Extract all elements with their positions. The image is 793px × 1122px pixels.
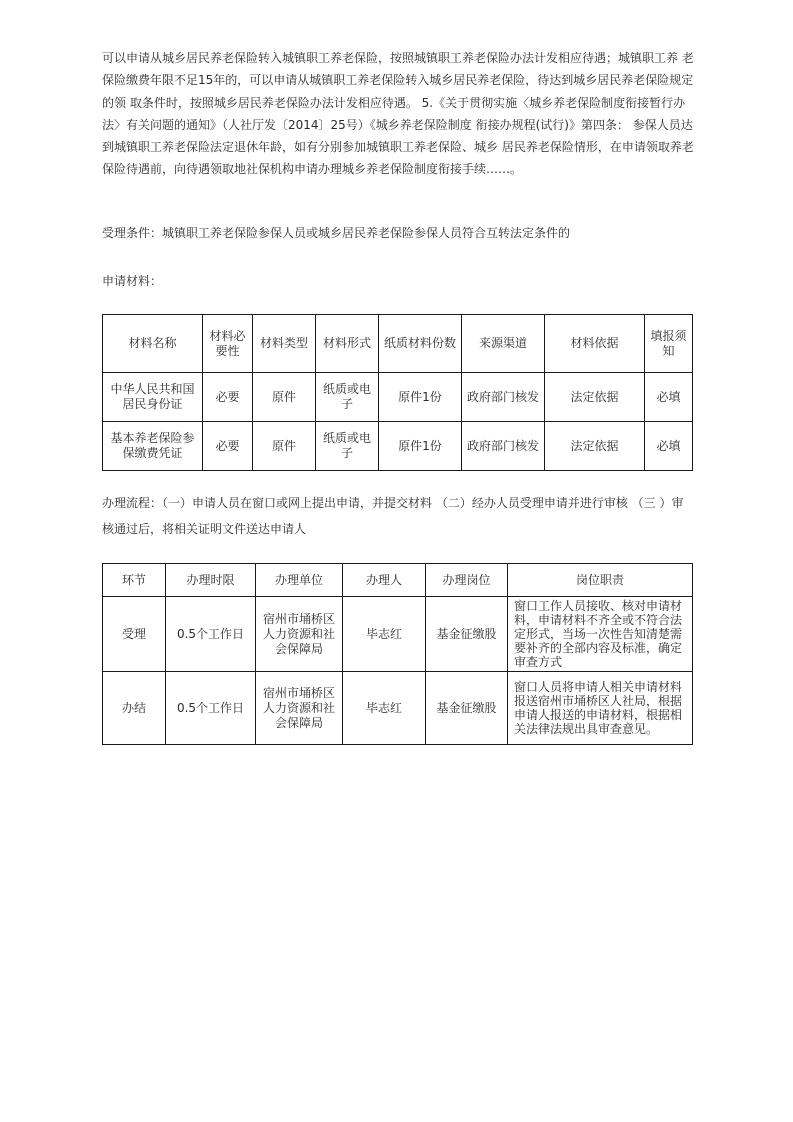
process-duty: 窗口人员将申请人相关申请材料报送宿州市埇桥区人社局，根据申请人报送的申请材料，根据相关法律法规出具审查意见。 <box>508 672 693 745</box>
material-necessity: 必要 <box>203 422 253 471</box>
materials-header-cell: 材料依据 <box>545 315 645 373</box>
material-source: 政府部门核发 <box>462 373 545 422</box>
materials-header-cell: 材料形式 <box>316 315 379 373</box>
table-row <box>103 672 693 745</box>
process-duty: 窗口工作人员接收、核对申请材料，申请材料不齐全或不符合法定形式，当场一次性告知清楚需要补齐的全部内容及标准，确定审查方式 <box>508 597 693 672</box>
acceptance-condition: 受理条件：城镇职工养老保险参保人员或城乡居民养老保险参保人员符合互转法定条件的 <box>102 226 571 240</box>
process-header-row <box>103 564 693 597</box>
materials-label: 申请材料： <box>102 274 163 288</box>
process-post: 基金征缴股 <box>426 597 508 672</box>
process-description: 办理流程：（一）申请人员在窗口或网上提出申请，并提交材料 （二）经办人员受理申请并进行审核 （三 ）审核通过后，将相关证明文件送达申请人 <box>102 496 684 536</box>
process-step: 受理 <box>103 597 166 672</box>
process-handler: 毕志红 <box>343 597 426 672</box>
material-basis: 法定依据 <box>545 422 645 471</box>
process-header-cell: 办理人 <box>343 564 426 597</box>
material-name: 中华人民共和国居民身份证 <box>103 373 203 422</box>
process-time-limit: 0.5个工作日 <box>166 597 256 672</box>
process-header-cell: 岗位职责 <box>508 564 693 597</box>
process-header-cell: 办理时限 <box>166 564 256 597</box>
table-row <box>103 422 693 471</box>
materials-header-cell: 来源渠道 <box>462 315 545 373</box>
material-fill-note: 必填 <box>645 422 693 471</box>
material-source: 政府部门核发 <box>462 422 545 471</box>
material-basis: 法定依据 <box>545 373 645 422</box>
process-header-cell: 办理岗位 <box>426 564 508 597</box>
material-form: 纸质或电子 <box>316 422 379 471</box>
process-post: 基金征缴股 <box>426 672 508 745</box>
process-handler: 毕志红 <box>343 672 426 745</box>
process-unit: 宿州市埇桥区人力资源和社会保障局 <box>256 672 343 745</box>
process-time-limit: 0.5个工作日 <box>166 672 256 745</box>
table-row <box>103 373 693 422</box>
materials-header-cell: 材料类型 <box>253 315 316 373</box>
process-step: 办结 <box>103 672 166 745</box>
intro-paragraph: 可以申请从城乡居民养老保险转入城镇职工养老保险，按照城镇职工养老保险办法计发相应待遇；城镇职工养 老保险缴费年限不足15年的，可以申请从城镇职工养老保险转入城乡居民养老保险，待达到城乡居民养老保险规定的领 取条件时，按照城乡居民养老保险办法计发相应待遇。 5.《关于贯彻实施〈城乡养老保险制度衔接暂行办法〉有关问题的通知》（人社厅发〔2014〕25号）《城乡养老保险制度 衔接办规程(试行)》第四条： 参保人员达到城镇职工养老保险法定退休年龄，如有分别参加城镇职工养老保险、城乡 居民养老保险情形，在申请领取养老保险待遇前，向待遇领取地社保机构申请办理城乡养老保险制度衔接手续……。 <box>102 51 694 177</box>
materials-header-cell: 材料名称 <box>103 315 203 373</box>
material-type: 原件 <box>253 373 316 422</box>
process-unit: 宿州市埇桥区人力资源和社会保障局 <box>256 597 343 672</box>
materials-header-row <box>103 315 693 373</box>
process-header-cell: 办理单位 <box>256 564 343 597</box>
materials-header-cell: 填报须知 <box>645 315 693 373</box>
material-name: 基本养老保险参保缴费凭证 <box>103 422 203 471</box>
material-copies: 原件1份 <box>379 373 462 422</box>
materials-header-cell: 材料必要性 <box>203 315 253 373</box>
process-table <box>102 563 693 745</box>
materials-table <box>102 314 693 471</box>
material-fill-note: 必填 <box>645 373 693 422</box>
table-row <box>103 597 693 672</box>
material-necessity: 必要 <box>203 373 253 422</box>
material-type: 原件 <box>253 422 316 471</box>
process-header-cell: 环节 <box>103 564 166 597</box>
materials-header-cell: 纸质材料份数 <box>379 315 462 373</box>
material-copies: 原件1份 <box>379 422 462 471</box>
material-form: 纸质或电子 <box>316 373 379 422</box>
